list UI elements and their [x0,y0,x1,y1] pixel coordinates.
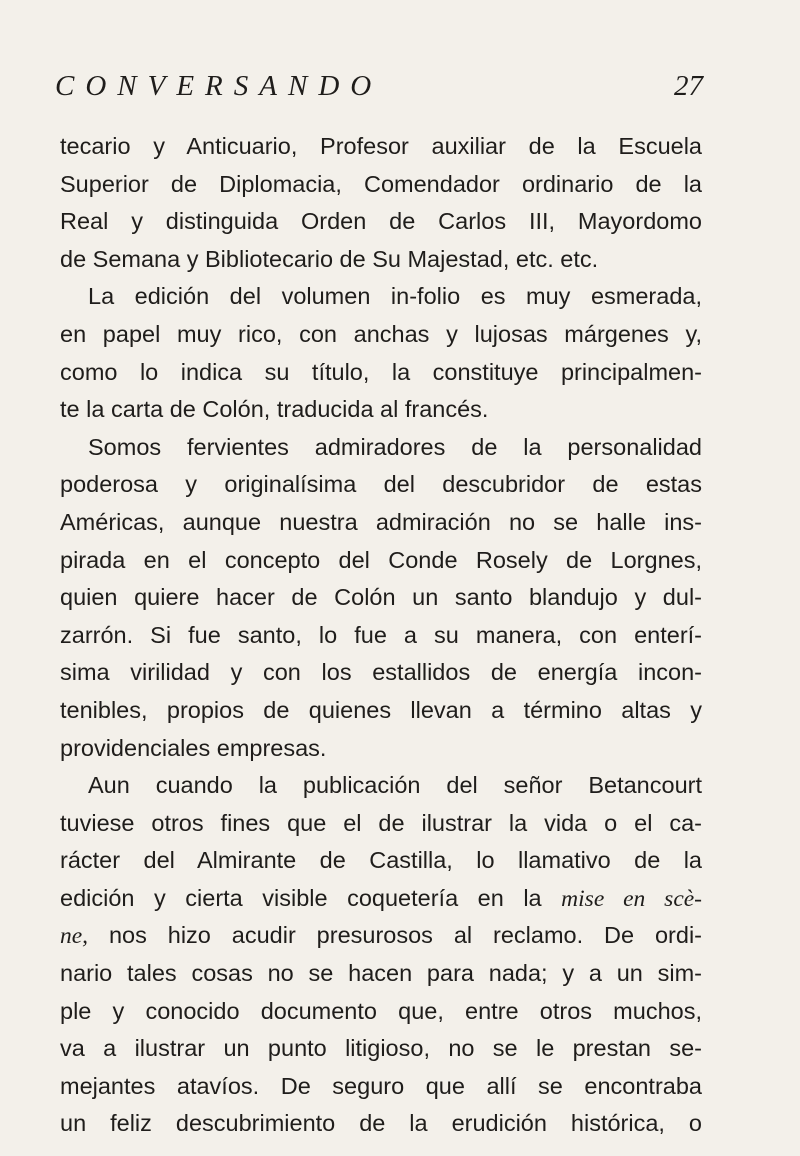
text-line: La edición del volumen in-folio es muy esmerada, [88,283,702,310]
text-line: poderosa y originalísima del descubridor de estas [60,471,702,498]
text-line: ne, nos hizo acudir presurosos al reclamo. De ordi- [60,922,702,950]
text-line: rácter del Almirante de Castilla, lo llamativo de la [60,847,702,874]
text-line: te la carta de Colón, traducida al francés. [60,396,489,423]
text-line: nario tales cosas no se hacen para nada; y a un sim- [60,960,702,987]
page-number: 27 [674,70,703,102]
text-line: como lo indica su título, la constituye principalmen- [60,358,702,385]
text-line: mejantes atavíos. De seguro que allí se encontraba [60,1072,702,1099]
text-line: quien quiere hacer de Colón un santo blandujo y dul- [60,584,702,611]
text-line: ple y conocido documento que, entre otros muchos, [60,997,702,1024]
italic-phrase: ne, [60,923,89,950]
text-line: Real y distinguida Orden de Carlos III, Mayordomo [60,208,702,235]
text-line: tecario y Anticuario, Profesor auxiliar de la Escuela [60,133,702,159]
italic-phrase: mise en scè- [561,885,703,912]
text-line: Somos fervientes admiradores de la personalidad [88,433,702,460]
text-line: Aun cuando la publicación del señor Betancourt [88,772,702,799]
text-line: en papel muy rico, con anchas y lujosas márgenes y, [60,320,702,347]
page-header [55,70,703,110]
text-line: sima virilidad y con los estallidos de energía incon- [60,659,702,686]
text-line: edición y cierta visible coquetería en la mise en scè- [60,884,703,912]
body-text [60,128,702,1143]
text-line: pirada en el concepto del Conde Rosely de Lorgnes, [60,546,702,573]
text-line: zarrón. Si fue santo, lo fue a su manera, con enterí- [60,621,702,648]
text-line: va a ilustrar un punto litigioso, no se le prestan se- [60,1035,702,1062]
text-line: Américas, aunque nuestra admiración no se halle ins- [60,508,702,535]
text-line: Superior de Diplomacia, Comendador ordinario de la [60,170,702,197]
text-line: tuviese otros fines que el de ilustrar la vida o el ca- [60,809,702,836]
text-line: de Semana y Bibliotecario de Su Majestad, etc. etc. [60,245,599,272]
text-line: un feliz descubrimiento de la erudición histórica, o [60,1110,702,1137]
running-head: CONVERSANDO [55,70,383,102]
text-line: tenibles, propios de quienes llevan a término altas y [60,696,702,723]
text-line: providenciales empresas. [60,734,327,761]
